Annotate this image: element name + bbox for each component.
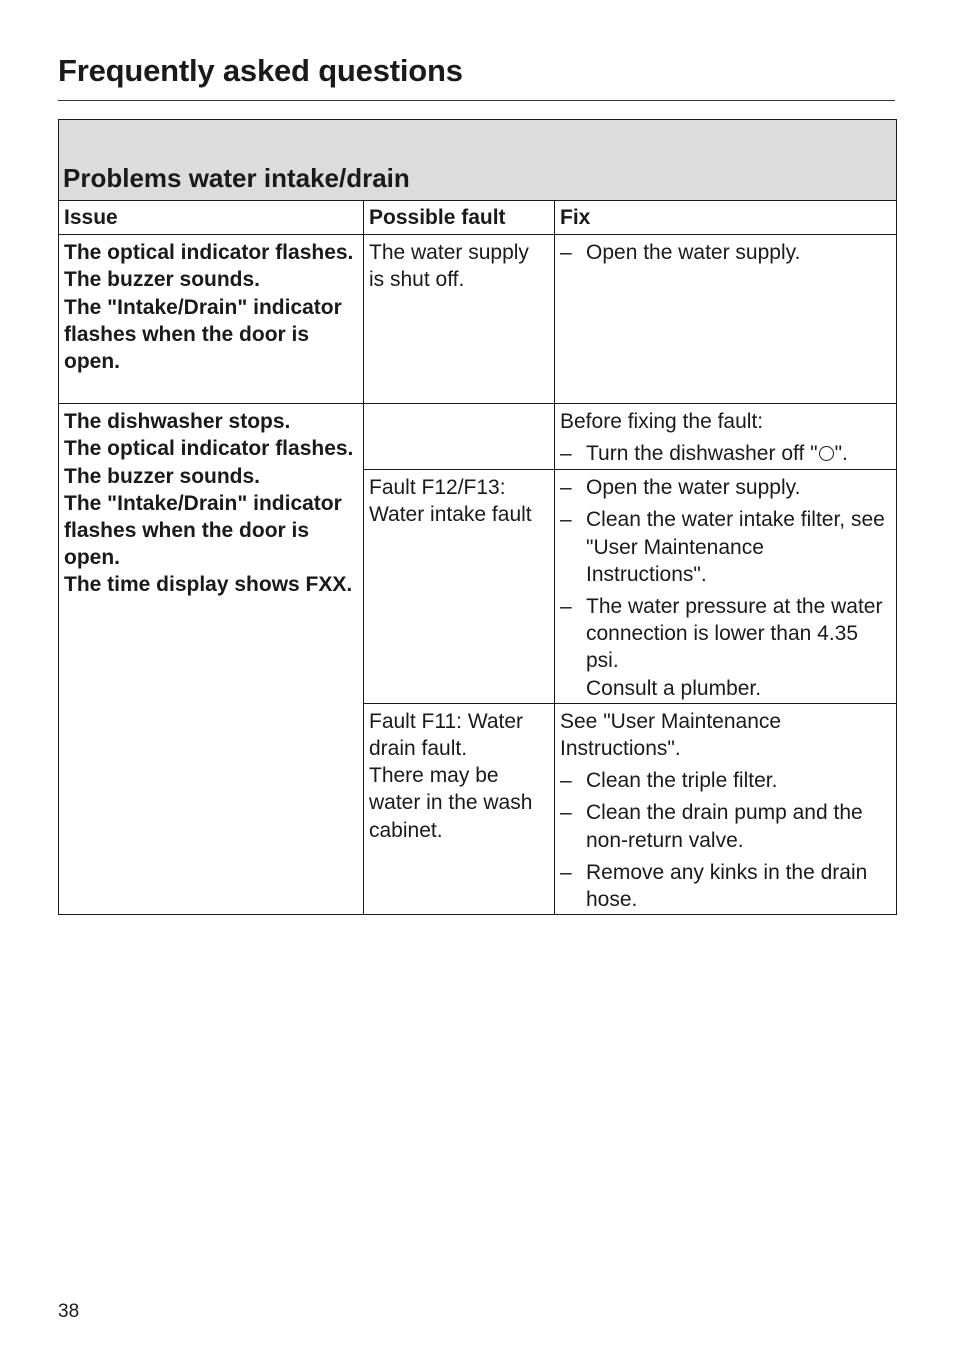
- fix-item: [560, 859, 890, 913]
- column-header-issue: Issue: [59, 201, 364, 235]
- fault-line: Fault F12/F13:: [369, 476, 506, 500]
- issue-line: The optical indicator flashes.: [64, 437, 354, 461]
- fix-text: Clean the triple filter.: [586, 769, 778, 793]
- fix-list: [560, 474, 890, 702]
- issue-line: The "Intake/Drain" indicator flashes when the door is open.: [64, 491, 342, 570]
- fix-item: [560, 239, 890, 266]
- dash: –: [560, 769, 572, 793]
- dash: –: [560, 442, 572, 466]
- fix-text: Remove any kinks in the drain hose.: [586, 860, 868, 912]
- section-header-row: [59, 120, 897, 201]
- power-off-circle-icon: [819, 446, 834, 461]
- fix-cell: [555, 703, 897, 914]
- table-row: [59, 235, 897, 404]
- issue-line: The buzzer sounds.: [64, 464, 261, 488]
- fix-item: [560, 767, 890, 794]
- dash: –: [560, 508, 572, 532]
- fix-text: Open the water supply.: [586, 476, 801, 500]
- issue-line: The dishwasher stops.: [64, 410, 291, 434]
- fix-text: Turn the dishwasher off ": [586, 442, 818, 466]
- issue-cell: [59, 235, 364, 404]
- column-header-row: [59, 201, 897, 235]
- title-divider: [58, 100, 895, 101]
- column-header-fault: Possible fault: [364, 201, 555, 235]
- fix-list: [560, 239, 890, 266]
- dash: –: [560, 595, 572, 619]
- fix-cell: [555, 235, 897, 404]
- fix-cell: [555, 404, 897, 470]
- fault-line: Water intake fault: [369, 503, 532, 527]
- issue-line: The optical indicator flashes.: [64, 241, 354, 265]
- section-title: Problems water intake/drain: [59, 120, 897, 201]
- fix-text: Clean the water intake filter, see "User Maintenance Instructions".: [586, 508, 885, 586]
- fault-cell: [364, 703, 555, 914]
- fix-cell: [555, 470, 897, 704]
- fix-text: Open the water supply.: [586, 241, 801, 265]
- fix-subtext: Consult a plumber.: [586, 676, 762, 700]
- fix-item: [560, 593, 890, 702]
- dash: –: [560, 241, 572, 265]
- fix-item: [560, 474, 890, 501]
- issue-cell: [59, 404, 364, 915]
- fix-text: ".: [834, 442, 848, 466]
- faq-table: [58, 119, 897, 915]
- dash: –: [560, 860, 572, 884]
- dash: –: [560, 476, 572, 500]
- dash: –: [560, 801, 572, 825]
- fix-item: [560, 506, 890, 588]
- fault-cell: The water supply is shut off.: [364, 235, 555, 404]
- fix-intro: See "User Maintenance Instructions".: [560, 709, 782, 761]
- fault-line: There may be water in the wash cabinet.: [369, 764, 533, 842]
- column-header-fix: Fix: [555, 201, 897, 235]
- fix-item: [560, 799, 890, 853]
- fix-text: The water pressure at the water connection is lower than 4.35 psi.: [586, 595, 883, 673]
- fix-list: [560, 440, 890, 467]
- fix-text: Clean the drain pump and the non-return valve.: [586, 801, 863, 852]
- page-number: 38: [58, 1301, 80, 1322]
- page-title: Frequently asked questions: [58, 53, 463, 88]
- fault-cell: [364, 404, 555, 470]
- fix-list: [560, 767, 890, 913]
- issue-line: The "Intake/Drain" indicator flashes when the door is open.: [64, 295, 342, 374]
- issue-line: The buzzer sounds.: [64, 268, 261, 292]
- fault-line: Fault F11: Water drain fault.: [369, 709, 524, 761]
- fix-item: [560, 440, 890, 467]
- fix-intro: Before fixing the fault:: [560, 410, 764, 434]
- issue-line: The time display shows FXX.: [64, 573, 353, 597]
- fault-cell: [364, 470, 555, 704]
- table-row: [59, 404, 897, 470]
